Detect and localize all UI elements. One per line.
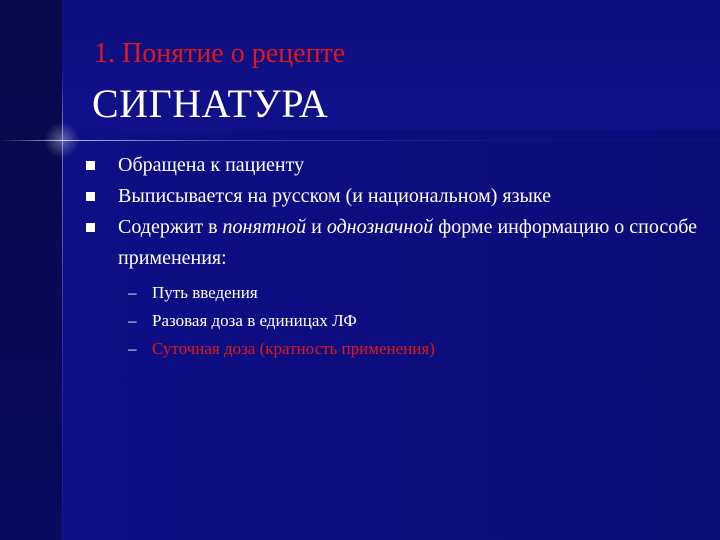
bullet-item — [86, 212, 706, 274]
left-decor-column — [0, 0, 62, 540]
bullet-text-part: Содержит в — [118, 216, 223, 238]
slide-subtitle: 1. Понятие о рецепте — [94, 38, 346, 69]
sub-bullet-text: Разовая доза в единицах ЛФ — [152, 311, 357, 330]
bullet-text-part: форме информацию о способе применения: — [118, 216, 698, 269]
dash-bullet-icon: – — [128, 339, 137, 358]
sub-bullet-list — [128, 279, 688, 363]
bullet-text-italic: однозначной — [326, 216, 434, 238]
bullet-text: Обращена к пациенту — [118, 154, 305, 176]
sub-bullet-text: Путь введения — [152, 283, 258, 302]
bullet-text: Выписывается на русском (и национальном) языке — [118, 185, 552, 207]
sub-bullet-item — [128, 335, 688, 363]
bullet-text-part: и — [306, 216, 327, 238]
sub-bullet-item — [128, 279, 688, 307]
sub-bullet-item — [128, 307, 688, 335]
bullet-text — [118, 216, 697, 269]
dash-bullet-icon: – — [128, 283, 137, 302]
square-bullet-icon — [86, 223, 95, 232]
square-bullet-icon — [86, 161, 95, 170]
square-bullet-icon — [86, 192, 95, 201]
sub-bullet-text-highlighted: Суточная доза (кратность применения) — [152, 339, 435, 358]
bullet-item — [86, 150, 706, 181]
dash-bullet-icon: – — [128, 311, 137, 330]
decor-horizontal-line — [0, 140, 720, 141]
slide-title: СИГНАТУРА — [92, 81, 329, 126]
bullet-list — [86, 150, 706, 274]
bullet-text-italic: понятной — [222, 216, 307, 238]
decor-cross-glow — [44, 122, 80, 158]
bullet-item — [86, 181, 706, 212]
